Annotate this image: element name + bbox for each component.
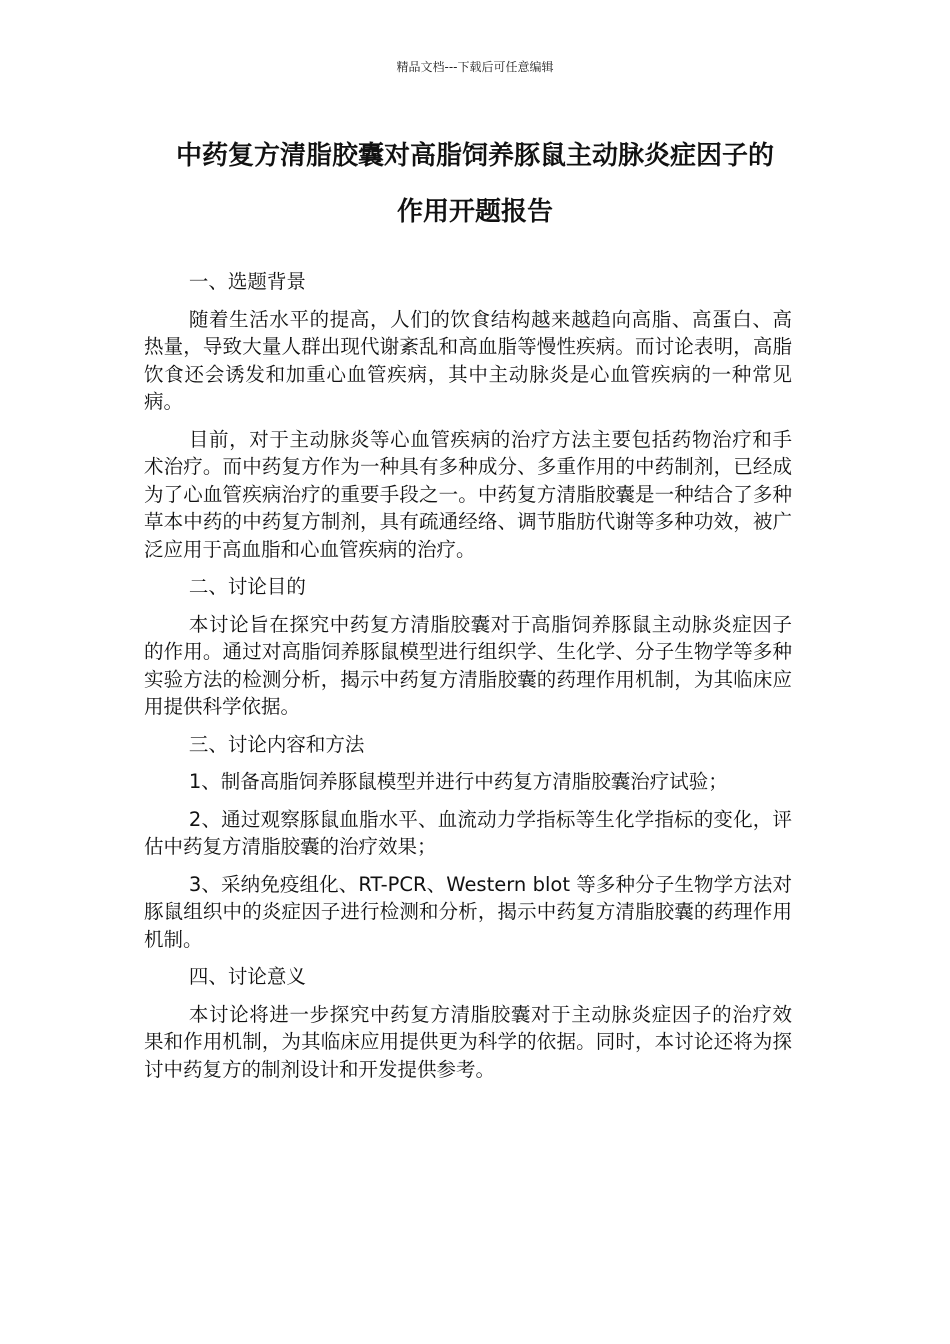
paragraph: 目前，对于主动脉炎等心血管疾病的治疗方法主要包括药物治疗和手术治疗。而中药复方作为一种具有多种成分、多重作用的中药制剂，已经成为了心血管疾病治疗的重要手段之一。中药复方清脂胶囊是一种结合了多种草本中药的中药复方制剂，具有疏通经络、调节脂肪代谢等多种功效，被广泛应用于高血脂和心血管疾病的治疗。	[144, 427, 792, 561]
paragraph: 本讨论旨在探究中药复方清脂胶囊对于高脂饲养豚鼠主动脉炎症因子的作用。通过对高脂饲养豚鼠模型进行组织学、生化学、分子生物学等多种实验方法的检测分析，揭示中药复方清脂胶囊的药理作用机制，为其临床应用提供科学依据。	[144, 612, 792, 718]
list-item: 2、通过观察豚鼠血脂水平、血流动力学指标等生化学指标的变化，评估中药复方清脂胶囊的治疗效果；	[144, 807, 792, 858]
list-item: 3、采纳免疫组化、RT-PCR、Western blot 等多种分子生物学方法对豚鼠组织中的炎症因子进行检测和分析，揭示中药复方清脂胶囊的药理作用机制。	[144, 872, 792, 951]
title-line-1: 中药复方清脂胶囊对高脂饲养豚鼠主动脉炎症因子的	[175, 141, 774, 171]
title-line-2: 作用开题报告	[396, 197, 553, 227]
document-title	[120, 128, 830, 240]
section-heading-background: 一、选题背景	[188, 270, 306, 293]
header-note: 精品文档---下载后可任意编辑	[396, 60, 554, 74]
paragraph: 本讨论将进一步探究中药复方清脂胶囊对于主动脉炎症因子的治疗效果和作用机制，为其临床应用提供更为科学的依据。同时，本讨论还将为探讨中药复方的制剂设计和开发提供参考。	[144, 1002, 792, 1081]
section-heading-methods: 三、讨论内容和方法	[188, 732, 365, 756]
section-heading-significance: 四、讨论意义	[188, 965, 306, 988]
paragraph: 随着生活水平的提高，人们的饮食结构越来越趋向高脂、高蛋白、高热量，导致大量人群出现代谢紊乱和高血脂等慢性疾病。而讨论表明，高脂饮食还会诱发和加重心血管疾病，其中主动脉炎是心血管疾病的一种常见病。	[144, 307, 792, 413]
document-body	[144, 268, 792, 1093]
section-heading-purpose: 二、讨论目的	[188, 575, 306, 598]
list-item: 1、制备高脂饲养豚鼠模型并进行中药复方清脂胶囊治疗试验；	[188, 770, 728, 793]
